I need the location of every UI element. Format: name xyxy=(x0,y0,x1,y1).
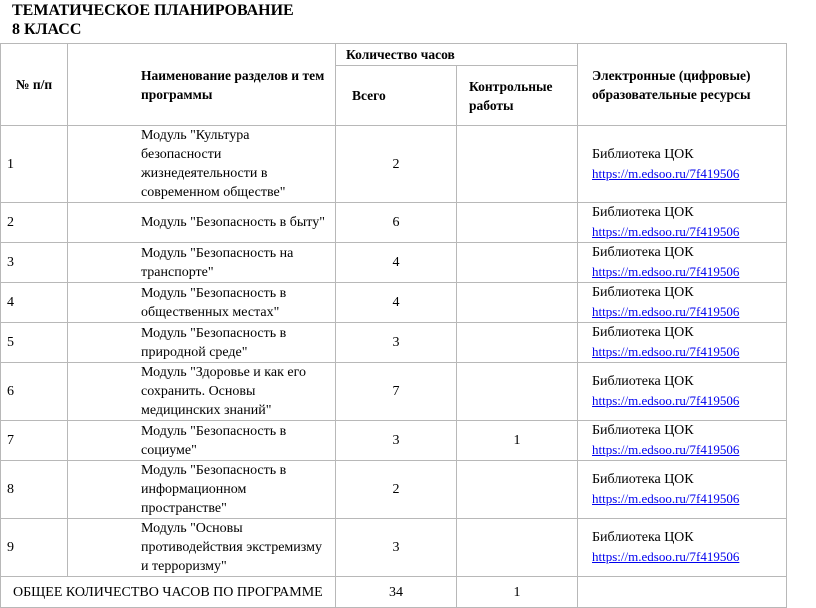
library-label: Библиотека ЦОК xyxy=(592,285,694,300)
row-total-hours: 7 xyxy=(336,363,457,421)
row-resources xyxy=(578,421,787,461)
resource-link[interactable]: https://m.edsoo.ru/7f419506 xyxy=(592,304,740,319)
row-control-works xyxy=(457,363,578,421)
header-control: Контрольные работы xyxy=(457,66,578,126)
total-control: 1 xyxy=(457,577,578,608)
resource-link[interactable]: https://m.edsoo.ru/7f419506 xyxy=(592,344,740,359)
row-resources xyxy=(578,203,787,243)
table-row xyxy=(1,461,787,519)
row-name: Модуль "Культура безопасности жизнедеятельности в современном обществе" xyxy=(68,126,336,203)
table-row xyxy=(1,243,787,283)
library-label: Библиотека ЦОК xyxy=(592,423,694,438)
row-num: 5 xyxy=(1,323,68,363)
row-total-hours: 3 xyxy=(336,519,457,577)
table-row xyxy=(1,421,787,461)
row-total-hours: 3 xyxy=(336,323,457,363)
row-name: Модуль "Безопасность в информационном пространстве" xyxy=(68,461,336,519)
total-hours: 34 xyxy=(336,577,457,608)
resource-link[interactable]: https://m.edsoo.ru/7f419506 xyxy=(592,165,740,181)
table-row xyxy=(1,363,787,421)
resource-link[interactable]: https://m.edsoo.ru/7f419506 xyxy=(592,491,740,506)
row-name: Модуль "Безопасность в быту" xyxy=(68,203,336,243)
header-num: № п/п xyxy=(1,44,68,126)
library-label: Библиотека ЦОК xyxy=(592,146,694,162)
row-num: 9 xyxy=(1,519,68,577)
row-num: 7 xyxy=(1,421,68,461)
library-label: Библиотека ЦОК xyxy=(592,530,694,545)
total-row xyxy=(1,577,787,608)
row-resources xyxy=(578,323,787,363)
row-name: Модуль "Безопасность в общественных местах" xyxy=(68,283,336,323)
row-resources xyxy=(578,243,787,283)
library-label: Библиотека ЦОК xyxy=(592,374,694,389)
row-control-works xyxy=(457,283,578,323)
row-num: 1 xyxy=(1,126,68,203)
total-label: ОБЩЕЕ КОЛИЧЕСТВО ЧАСОВ ПО ПРОГРАММЕ xyxy=(1,577,336,608)
title-line-1: ТЕМАТИЧЕСКОЕ ПЛАНИРОВАНИЕ xyxy=(12,2,294,19)
resource-link[interactable]: https://m.edsoo.ru/7f419506 xyxy=(592,549,740,564)
table-row xyxy=(1,203,787,243)
resource-link[interactable]: https://m.edsoo.ru/7f419506 xyxy=(592,264,740,279)
row-total-hours: 4 xyxy=(336,243,457,283)
total-resources xyxy=(578,577,787,608)
page-title xyxy=(12,1,294,39)
row-name: Модуль "Здоровье и как его сохранить. Основы медицинских знаний" xyxy=(68,363,336,421)
row-num: 4 xyxy=(1,283,68,323)
row-control-works xyxy=(457,461,578,519)
row-control-works xyxy=(457,203,578,243)
row-control-works xyxy=(457,243,578,283)
library-label: Библиотека ЦОК xyxy=(592,205,694,220)
row-num: 2 xyxy=(1,203,68,243)
row-total-hours: 3 xyxy=(336,421,457,461)
row-total-hours: 2 xyxy=(336,461,457,519)
row-num: 8 xyxy=(1,461,68,519)
resource-link[interactable]: https://m.edsoo.ru/7f419506 xyxy=(592,442,740,457)
header-resources: Электронные (цифровые) образовательные ресурсы xyxy=(578,44,787,126)
title-line-2: 8 КЛАСС xyxy=(12,21,82,38)
row-total-hours: 2 xyxy=(336,126,457,203)
header-name: Наименование разделов и тем программы xyxy=(68,44,336,126)
library-label: Библиотека ЦОК xyxy=(592,472,694,487)
planning-table xyxy=(0,43,787,608)
table-row xyxy=(1,519,787,577)
row-num: 3 xyxy=(1,243,68,283)
resource-link[interactable]: https://m.edsoo.ru/7f419506 xyxy=(592,224,740,239)
row-name: Модуль "Безопасность в природной среде" xyxy=(68,323,336,363)
table-row xyxy=(1,323,787,363)
table-row xyxy=(1,126,787,203)
row-resources xyxy=(578,519,787,577)
row-resources xyxy=(578,283,787,323)
table-row xyxy=(1,283,787,323)
library-label: Библиотека ЦОК xyxy=(592,245,694,260)
resource-link[interactable]: https://m.edsoo.ru/7f419506 xyxy=(592,393,740,408)
header-total: Всего xyxy=(336,66,457,126)
row-total-hours: 4 xyxy=(336,283,457,323)
row-control-works xyxy=(457,519,578,577)
row-name: Модуль "Безопасность на транспорте" xyxy=(68,243,336,283)
row-name: Модуль "Безопасность в социуме" xyxy=(68,421,336,461)
header-hours: Количество часов xyxy=(336,44,578,66)
row-resources xyxy=(578,363,787,421)
row-resources xyxy=(578,461,787,519)
row-resources xyxy=(578,126,787,203)
row-control-works xyxy=(457,323,578,363)
row-total-hours: 6 xyxy=(336,203,457,243)
row-control-works xyxy=(457,126,578,203)
library-label: Библиотека ЦОК xyxy=(592,325,694,340)
row-num: 6 xyxy=(1,363,68,421)
row-control-works: 1 xyxy=(457,421,578,461)
row-name: Модуль "Основы противодействия экстремизму и терроризму" xyxy=(68,519,336,577)
